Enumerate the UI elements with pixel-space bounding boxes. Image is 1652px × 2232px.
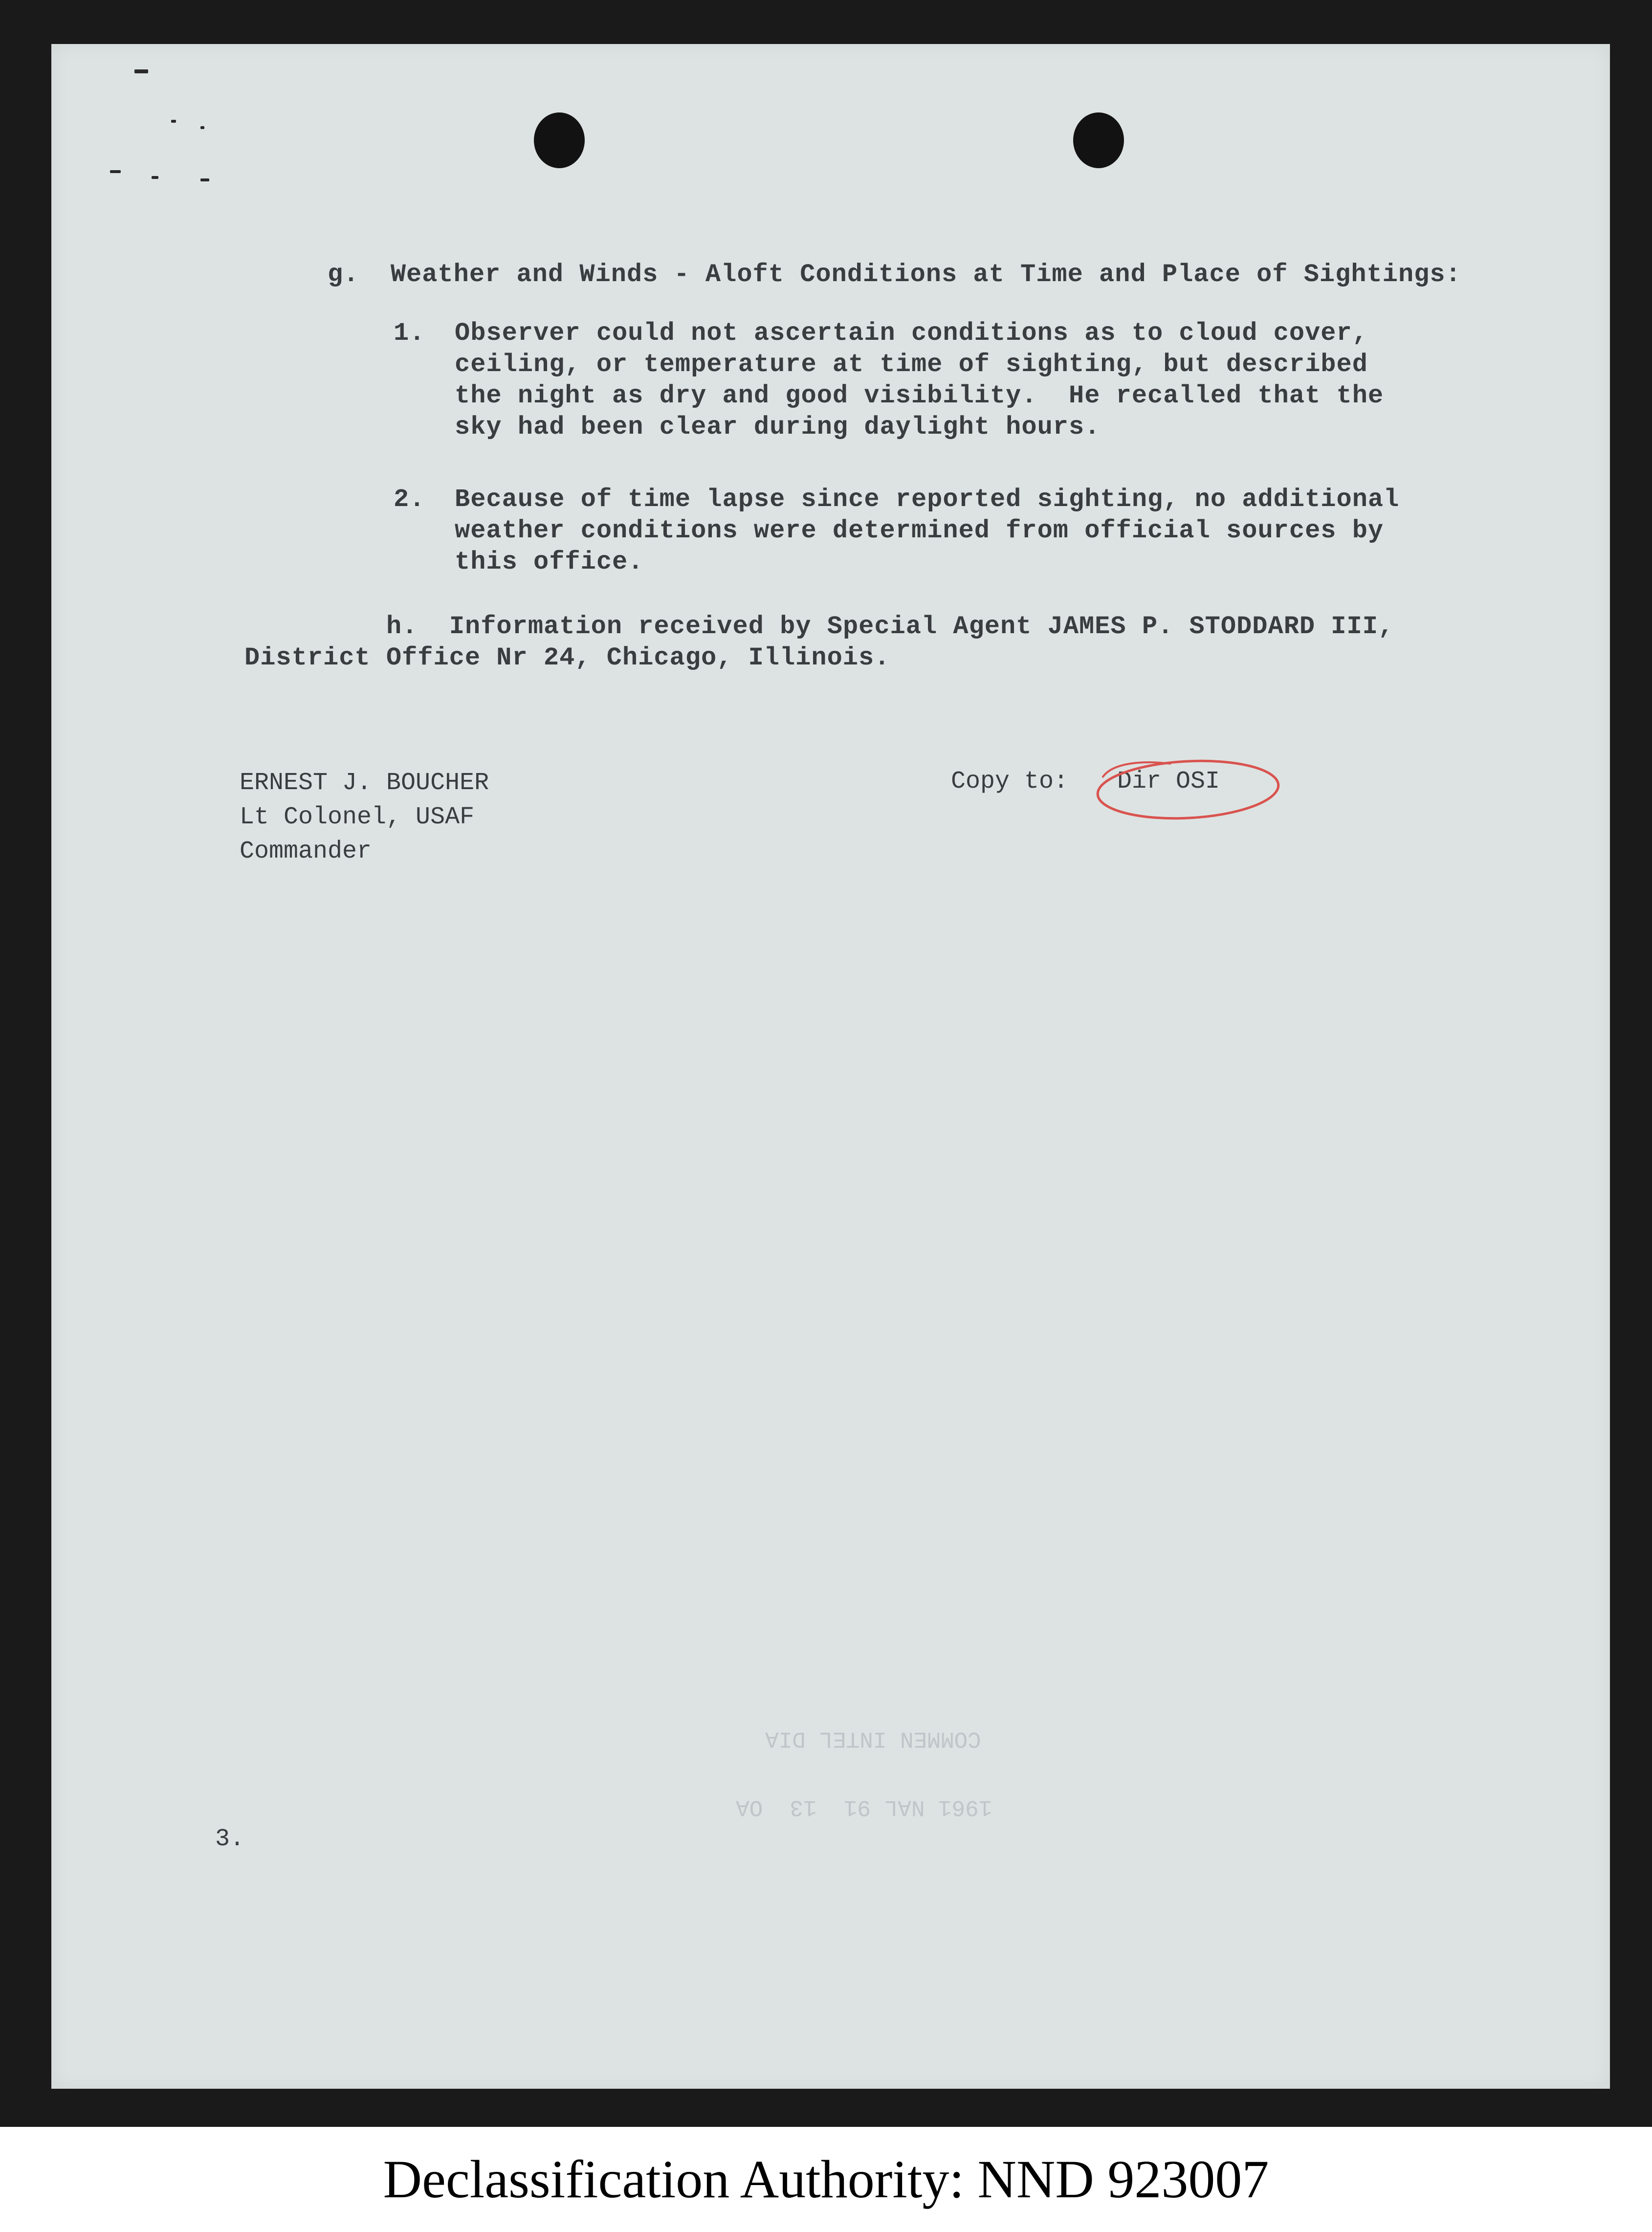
section-g-item2-number: 2. [394, 485, 425, 514]
signature-rank: Lt Colonel, USAF [240, 803, 475, 831]
signature-name: ERNEST J. BOUCHER [240, 769, 489, 797]
section-g-item2-line: this office. [455, 548, 644, 576]
section-g-item1-line: ceiling, or temperature at time of sighting, but described [455, 350, 1368, 379]
copy-to-label: Copy to: [951, 768, 1069, 796]
section-h-line: h. Information received by Special Agent JAMES P. STODDARD III, [386, 612, 1394, 641]
section-g-item2-line: weather conditions were determined from official sources by [455, 516, 1384, 545]
page-number: 3. [215, 1825, 245, 1853]
section-g-heading: g. Weather and Winds - Aloft Conditions at Time and Place of Sightings: [328, 260, 1461, 289]
section-h-line: District Office Nr 24, Chicago, Illinois. [244, 643, 890, 672]
punch-hole-left [534, 112, 585, 168]
copy-to-recipient: Dir OSI [1117, 768, 1220, 796]
declassification-footer: Declassification Authority: NND 923007 [383, 2149, 1269, 2209]
edge-mark [200, 178, 209, 181]
edge-mark [171, 120, 176, 123]
red-annotation-circle [1083, 748, 1288, 831]
section-g-item1-line: Observer could not ascertain conditions as to cloud cover, [455, 319, 1368, 348]
punch-hole-right [1073, 112, 1124, 168]
edge-mark [110, 170, 121, 173]
faint-stamp-line: COMMEN INTEL DIA [765, 1726, 981, 1751]
section-g-item2-line: Because of time lapse since reported sighting, no additional [455, 485, 1400, 514]
document-page [51, 44, 1610, 2089]
edge-mark [152, 176, 158, 179]
signature-title: Commander [240, 838, 372, 865]
section-g-item1-line: sky had been clear during daylight hours. [455, 413, 1101, 442]
edge-mark [134, 69, 148, 73]
section-g-item1-line: the night as dry and good visibility. He recalled that the [455, 381, 1384, 410]
section-g-item1-number: 1. [394, 319, 425, 348]
faint-stamp-line: 1961 NAL 91 13 OA [736, 1794, 992, 1820]
edge-mark [200, 126, 204, 129]
